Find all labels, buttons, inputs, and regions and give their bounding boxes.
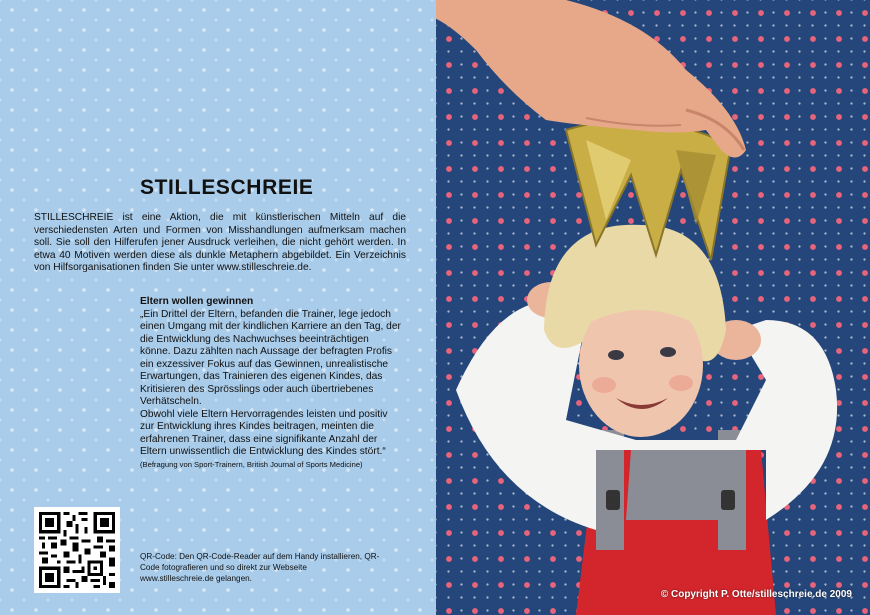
quote-block (140, 296, 402, 470)
quote-paragraph-2: Obwohl viele Eltern Hervorragendes leisten und positiv zur Entwicklung ihres Kindes beitragen, meinten die erfahrenen Trainer, dass eine signifikante Anzahl der Eltern unwissentlich die Entwicklung des Kindes stört.“ (140, 408, 388, 457)
dungarees (576, 430, 776, 615)
quote-source: (Befragung von Sport-Trainern, British Journal of Sports Medicine) (140, 459, 363, 469)
quote-paragraph-1: „Ein Drittel der Eltern, befanden die Trainer, lege jedoch einen Umgang mit der kindlichen Karriere an den Tag, der die Entwicklung des Nachwuchses beeinträchtigen könne. Dazu zählten nach Aussage der befragten Profis ein exzessiver Fokus auf das Gewinnen, unrealistische Erwartungen, das Trainieren des eigenen Kindes, das Kritisieren des Sprösslings oder auch übertriebenes Verhätscheln. (140, 308, 401, 407)
photo-panel (436, 0, 870, 615)
qr-caption: QR-Code: Den QR-Code-Reader auf dem Handy installieren, QR-Code fotografieren und so direkt zur Webseite www.stilleschreie.de gelangen. (140, 552, 380, 583)
qr-code-icon (34, 507, 120, 593)
child-with-crown-illustration (436, 0, 870, 615)
intro-text: STILLESCHREIE ist eine Aktion, die mit künstlerischen Mitteln auf die verschiedensten Arten und Formen von Misshandlungen aufmerksam machen soll. Sie soll den Hilferufen jener Ausdruck verleihen, die nicht gehört werden. In etwa 40 Motiven werden diese als dunkle Metaphern abgebildet. Ein Verzeichnis von Hilfsorganisationen finden Sie unter www.stilleschreie.de. (34, 212, 406, 273)
page-title: STILLESCHREIE (140, 176, 314, 199)
copyright-notice: © Copyright P. Otte/stilleschreie.de 2009 (660, 589, 852, 600)
quote-heading: Eltern wollen gewinnen (140, 296, 254, 307)
